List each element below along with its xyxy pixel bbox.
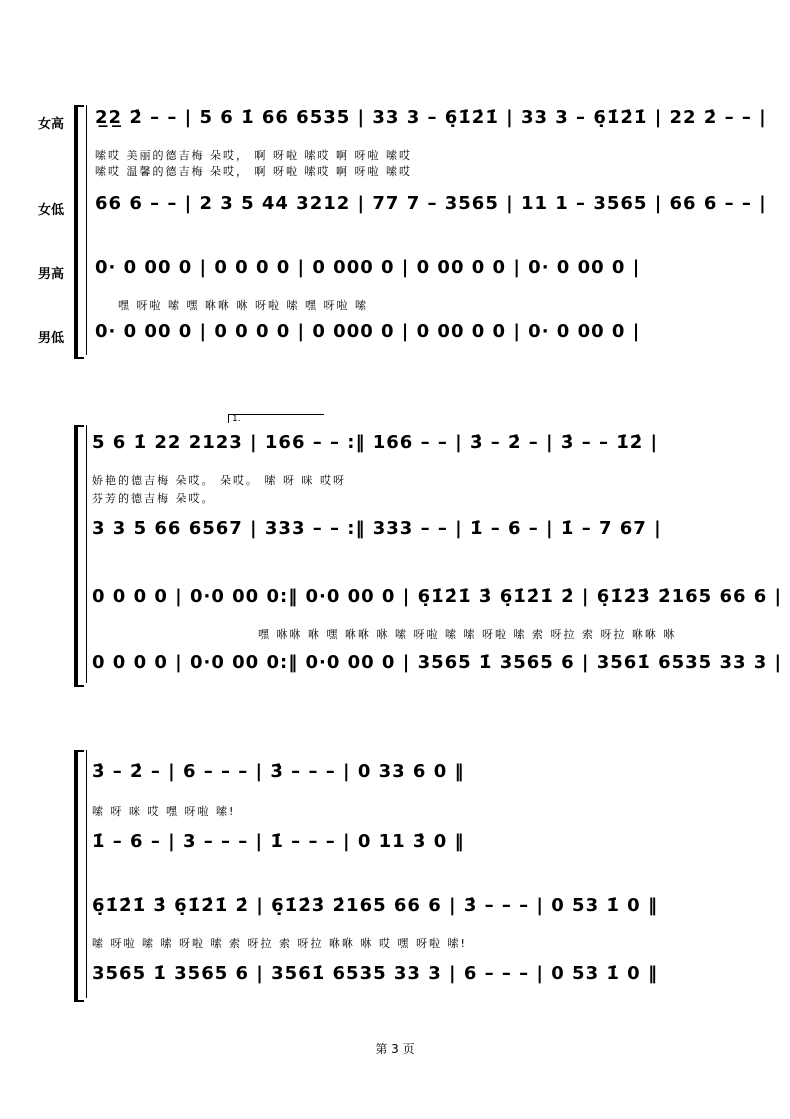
- notes-alto: 3 3 5 66 6567 | 333 – – :‖ 333 – – | 1̇ – 6 – | 1̇ – 7 67 |: [92, 518, 662, 539]
- part-label-bass: 男低: [38, 331, 65, 346]
- volta-bracket: [228, 414, 324, 423]
- notes-alto: 1̇ – 6 – | 3 – – – | 1̇ – – – | 0 11 3̇ 0 ‖: [92, 831, 465, 852]
- notes-soprano: 5 6 1̇ 22 2123 | 166 – – :‖ 166 – – | 3̇ – 2̇ – | 3̇ – – 1̇2̇ |: [92, 432, 659, 453]
- notes-tenor: 6̣1̇2̇1̇ 3̇ 6̣1̇2̇1̇ 2̇ | 6̣1̇2̇3̇ 2̇165 66 6 | 3̇ – – – | 0 53 1̇ 0 ‖: [92, 895, 658, 916]
- page-footer: 第 3 页: [375, 1042, 415, 1056]
- system-line: [86, 425, 87, 683]
- part-label-soprano: 女高: [38, 117, 65, 132]
- lyric-soprano-1: 娇艳的德吉梅 朵哎。 朵哎。 嗦 呀 咪 哎呀: [92, 474, 346, 487]
- part-label-alto: 女低: [38, 203, 65, 218]
- lyric-soprano-1: 嗦哎 美丽的德吉梅 朵哎， 啊 呀啦 嗦哎 啊 呀啦 嗦哎: [95, 149, 412, 162]
- notes-tenor: 0 0 0 0 | 0·0 00 0:‖ 0·0 00 0 | 6̣1̇2̇1̇ 3̇ 6̣1̇2̇1̇ 2̇ | 6̣1̇2̇3̇ 2̇165 66 6 |: [92, 586, 783, 607]
- lyric-soprano-2: 芬芳的德吉梅 朵哎。: [92, 492, 215, 505]
- system-line: [86, 105, 87, 355]
- lyric-tenor: 嘿 呀啦 嗦 嘿 咻咻 咻 呀啦 嗦 嘿 呀啦 嗦: [118, 299, 368, 312]
- notes-soprano: 2̲2̲ 2̇ – – | 5 6 1̇ 66 6535 | 33 3 – 6̣1̇2̇1̇ | 33 3 – 6̣1̇2̇1̇ | 22 2̇ – – |: [95, 107, 767, 128]
- notes-soprano: 3̇ – 2̇ – | 6 – – – | 3̇ – – – | 0 33 6 0 ‖: [92, 761, 465, 782]
- notes-bass: 0 0 0 0 | 0·0 00 0:‖ 0·0 00 0 | 3565 1̇ 3565 6 | 3561̇ 6535 33 3 |: [92, 652, 783, 673]
- notes-bass: 0· 0 00 0 | 0 0 0 0 | 0 000 0 | 0 00 0 0 | 0· 0 00 0 |: [95, 321, 641, 342]
- system-bracket: [74, 425, 84, 687]
- notes-bass: 3565 1̇ 3565 6 | 3561̇ 6535 33 3 | 6 – – – | 0 53 1̇ 0 ‖: [92, 963, 658, 984]
- lyric-tenor: 嗦 呀啦 嗦 嗦 呀啦 嗦 索 呀拉 索 呀拉 咻咻 咻 哎 嘿 呀啦 嗦!: [92, 937, 467, 950]
- lyric-soprano-1: 嗦 呀 咪 哎 嘿 呀啦 嗦!: [92, 805, 236, 818]
- volta-label: 1.: [232, 414, 241, 424]
- lyric-soprano-2: 嗦哎 温馨的德吉梅 朵哎， 啊 呀啦 嗦哎 啊 呀啦 嗦哎: [95, 165, 412, 178]
- notes-alto: 66 6 – – | 2 3 5 44 3212 | 77 7 – 3565 | 11 1 – 3565 | 66 6 – – |: [95, 193, 767, 214]
- lyric-tenor: 嘿 咻咻 咻 嘿 咻咻 咻 嗦 呀啦 嗦 嗦 呀啦 嗦 索 呀拉 索 呀拉 咻咻 咻: [258, 628, 677, 641]
- system-bracket: [74, 105, 84, 359]
- part-label-tenor: 男高: [38, 267, 65, 282]
- system-line: [86, 750, 87, 998]
- notes-tenor: 0· 0 00 0 | 0 0 0 0 | 0 000 0 | 0 00 0 0 | 0· 0 00 0 |: [95, 257, 641, 278]
- system-bracket: [74, 750, 84, 1002]
